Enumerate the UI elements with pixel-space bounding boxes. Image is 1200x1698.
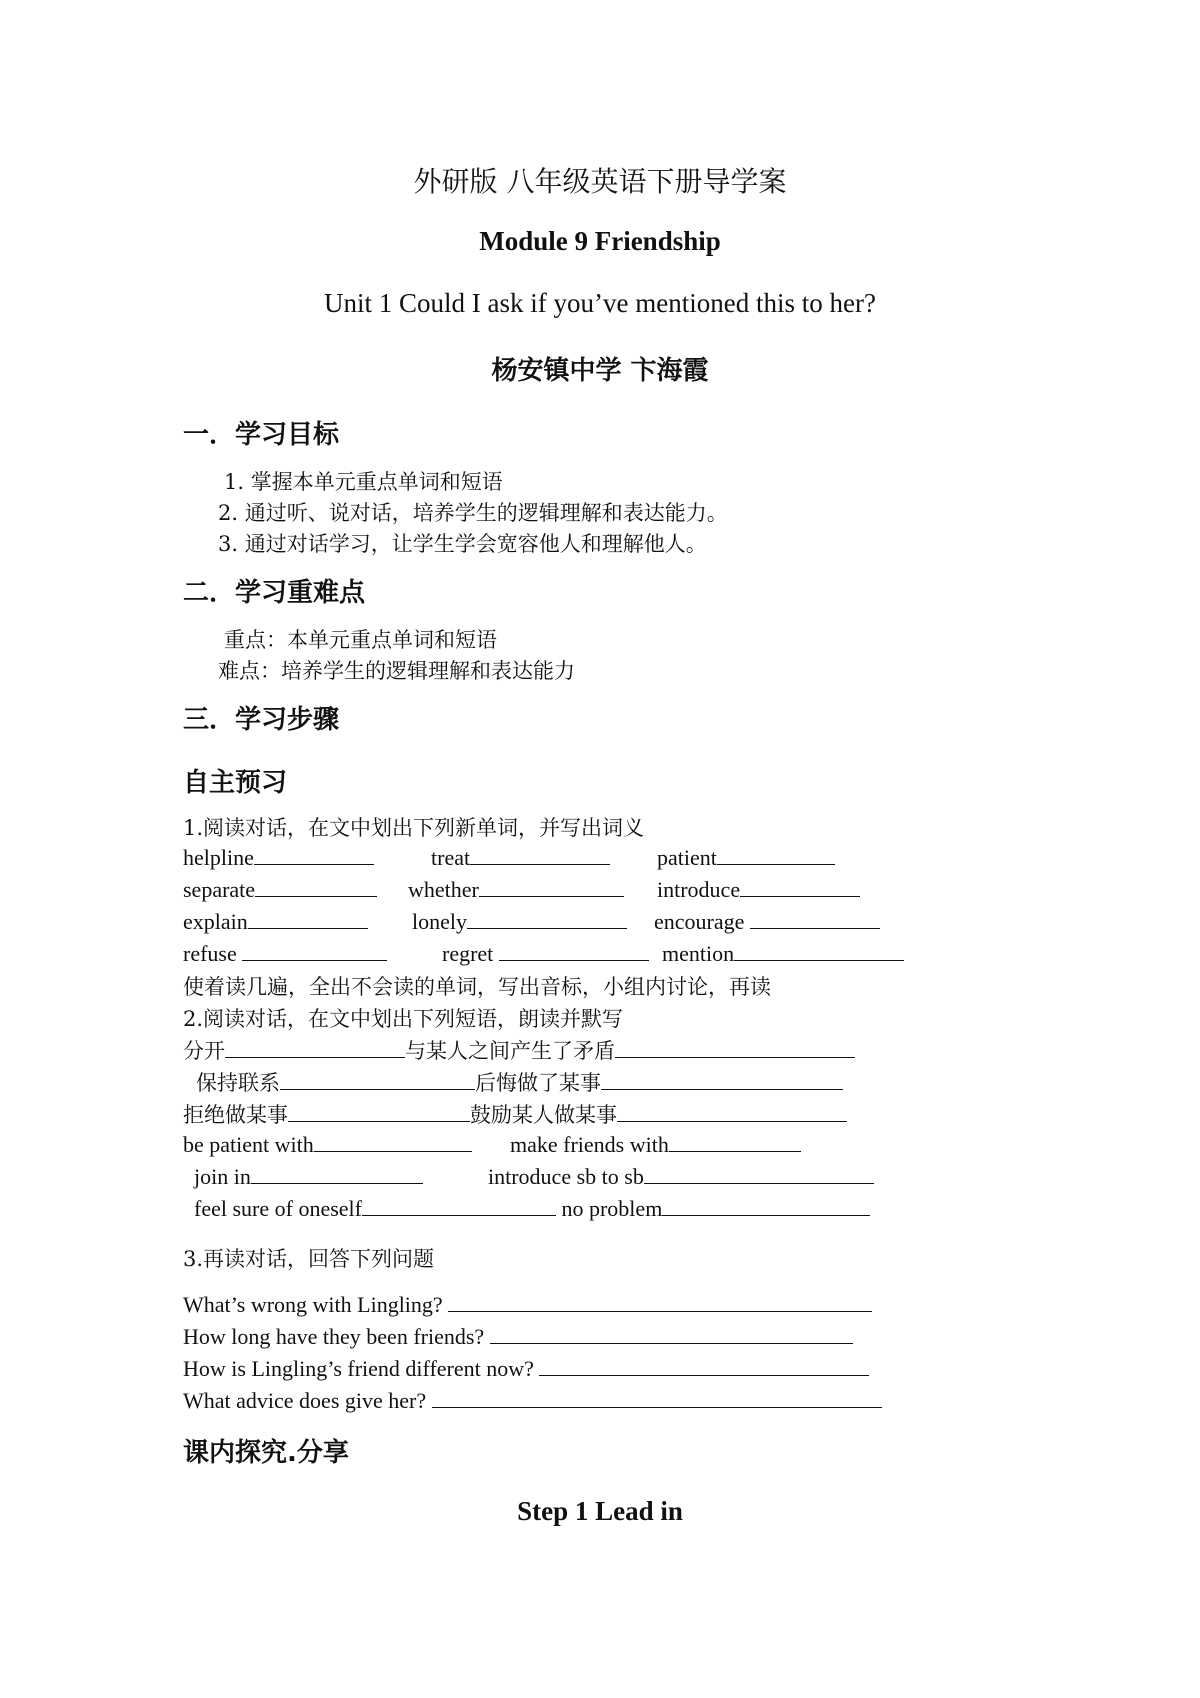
task-3-instruction: 3.再读对话，回答下列问题	[183, 1247, 435, 1271]
phrase-item: feel sure of oneself no problem	[194, 1195, 870, 1222]
vocab-word: explain	[183, 908, 368, 935]
module-title: Module 9 Friendship	[479, 226, 721, 256]
phrase-item: be patient with	[183, 1131, 472, 1158]
objective-item: 1. 掌握本单元重点单词和短语	[224, 470, 503, 494]
vocab-word: regret	[442, 940, 649, 967]
vocab-word: mention	[662, 940, 904, 967]
phrase-item: introduce sb to sb	[488, 1163, 874, 1190]
preview-heading: 自主预习	[183, 768, 288, 798]
section-heading-key-points: 二．学习重难点	[183, 578, 366, 608]
vocab-word: patient	[657, 844, 835, 871]
vocab-word: lonely	[412, 908, 627, 935]
explore-heading: 课内探究.分享	[183, 1438, 349, 1468]
vocab-word: whether	[408, 876, 624, 903]
vocab-word: encourage	[654, 908, 880, 935]
reading-note: 使着读几遍，全出不会读的单词，写出音标，小组内讨论，再读	[183, 975, 771, 999]
vocab-word: introduce	[657, 876, 860, 903]
objective-item: 2. 通过听、说对话，培养学生的逻辑理解和表达能力。	[218, 501, 728, 525]
vocab-word: separate	[183, 876, 377, 903]
author-line: 杨安镇中学 卞海霞	[491, 356, 709, 386]
phrase-item: 分开 与某人之间产生了矛盾	[183, 1035, 855, 1065]
unit-title: Unit 1 Could I ask if you’ve mentioned this to her?	[324, 288, 876, 318]
key-point-item: 重点：本单元重点单词和短语	[224, 628, 497, 652]
task-1-instruction: 1.阅读对话，在文中划出下列新单词，并写出词义	[183, 816, 645, 840]
question-item: What’s wrong with Lingling?	[183, 1291, 872, 1318]
question-item: What advice does give her?	[183, 1387, 882, 1414]
section-heading-steps: 三．学习步骤	[183, 705, 340, 735]
question-item: How long have they been friends?	[183, 1323, 853, 1350]
task-2-instruction: 2.阅读对话，在文中划出下列短语，朗读并默写	[183, 1007, 624, 1031]
phrase-item: 拒绝做某事 鼓励某人做某事	[183, 1099, 847, 1129]
step-1-heading: Step 1 Lead in	[517, 1496, 683, 1526]
difficulty-item: 难点：培养学生的逻辑理解和表达能力	[218, 659, 575, 683]
question-item: How is Lingling’s friend different now?	[183, 1355, 869, 1382]
objective-item: 3. 通过对话学习，让学生学会宽容他人和理解他人。	[218, 532, 707, 556]
document-title: 外研版 八年级英语下册导学案	[413, 165, 787, 198]
phrase-item: make friends with	[510, 1131, 801, 1158]
phrase-item: join in	[194, 1163, 423, 1190]
vocab-word: refuse	[183, 940, 387, 967]
vocab-word: helpline	[183, 844, 374, 871]
vocab-word: treat	[431, 844, 610, 871]
section-heading-objectives: 一．学习目标	[183, 420, 340, 450]
phrase-item: 保持联系 后悔做了某事	[196, 1067, 843, 1097]
